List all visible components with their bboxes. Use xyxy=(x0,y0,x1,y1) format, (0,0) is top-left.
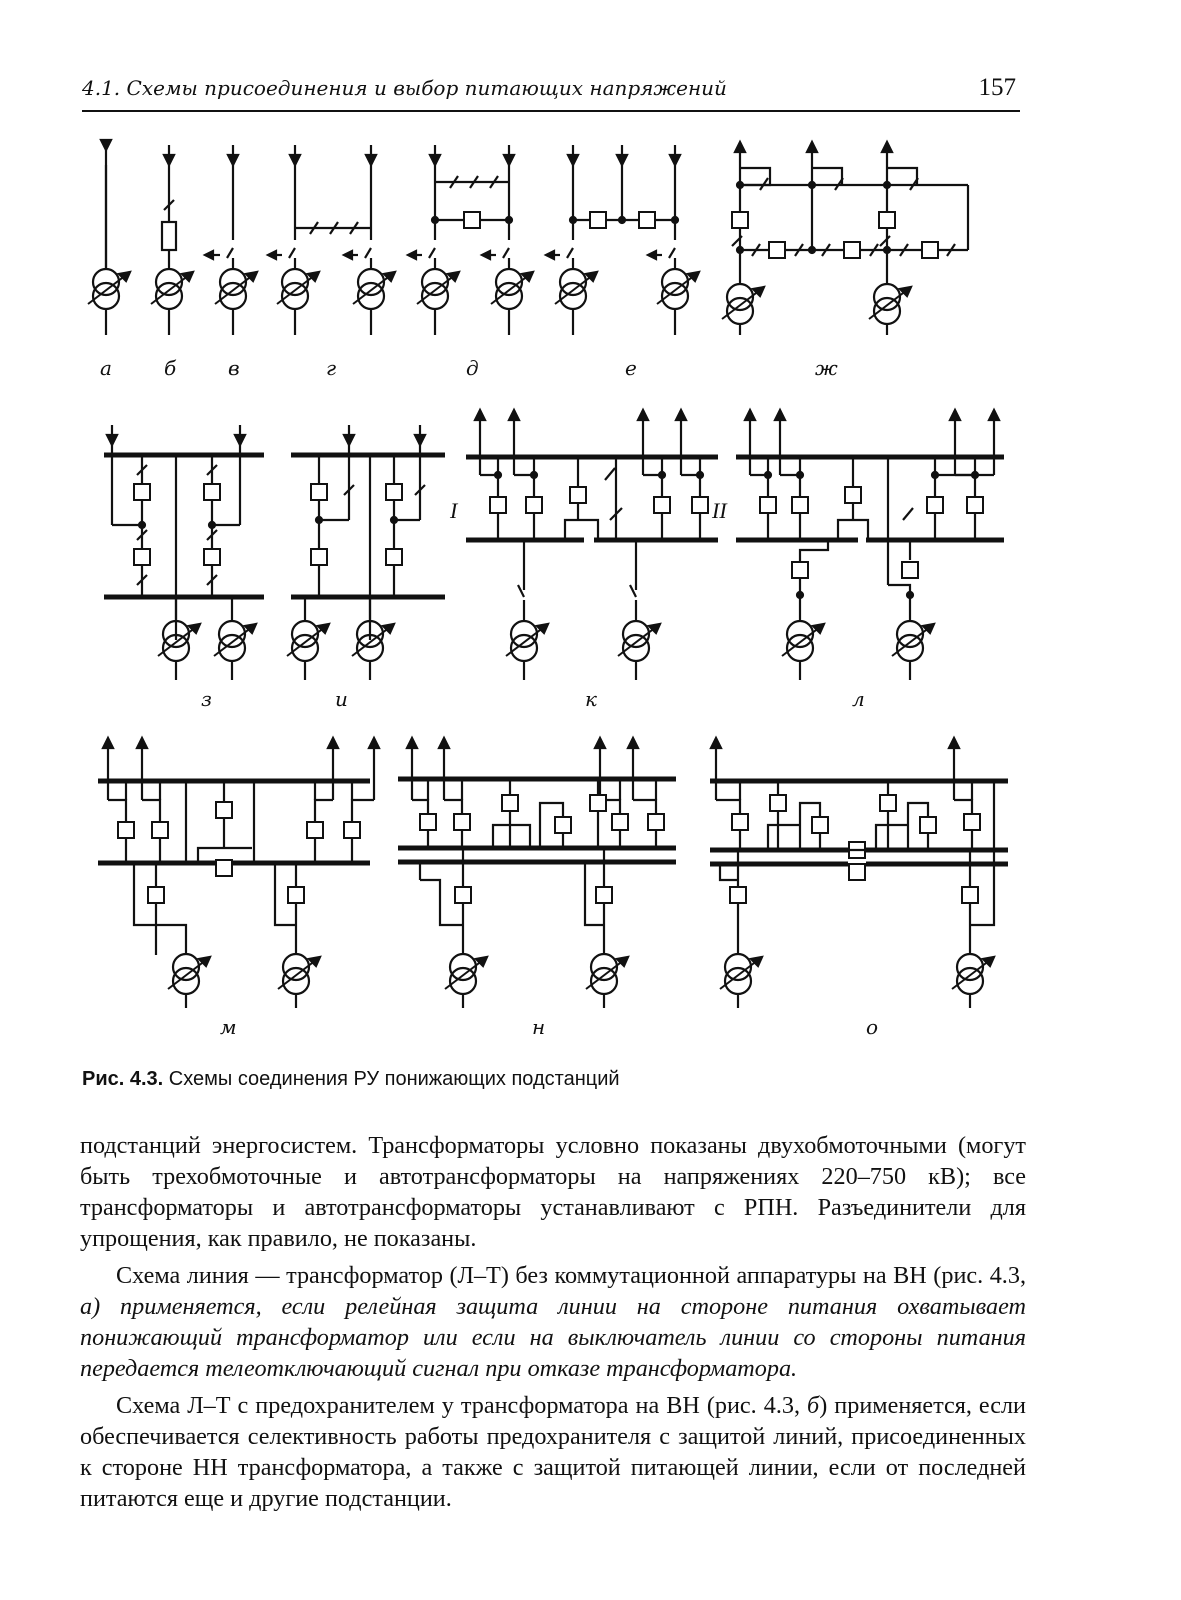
label-o: о xyxy=(866,1015,879,1039)
scheme-e xyxy=(546,145,699,335)
paragraph-3 xyxy=(80,1390,1026,1514)
label-zh: ж xyxy=(815,356,838,380)
scheme-z xyxy=(104,425,264,680)
caption-text: Схемы соединения РУ понижающих подстанций xyxy=(163,1068,620,1090)
scheme-n xyxy=(398,738,676,1008)
caption-label: Рис. 4.3. xyxy=(82,1068,164,1090)
scheme-b xyxy=(151,145,193,335)
label-b: б xyxy=(164,356,177,380)
label-m: м xyxy=(220,1015,237,1039)
label-roman-1: I xyxy=(450,498,458,523)
label-a: а xyxy=(100,356,112,380)
scheme-k xyxy=(466,410,718,680)
body-text xyxy=(80,1130,1026,1520)
paragraph-3-part-a: Схема Л–Т с предохранителем у трансформатора на ВН (рис. 4.3, xyxy=(116,1392,808,1419)
paragraph-2 xyxy=(80,1260,1026,1384)
paragraph-2-ref: а xyxy=(80,1293,93,1320)
label-v: в xyxy=(228,356,240,380)
scheme-d xyxy=(408,145,533,335)
label-e: е xyxy=(625,356,637,380)
scheme-a xyxy=(88,140,130,335)
scheme-v xyxy=(205,145,257,335)
label-k: к xyxy=(585,687,597,711)
label-z: з xyxy=(201,687,212,711)
label-n: н xyxy=(532,1015,546,1039)
label-g: г xyxy=(326,356,337,380)
scheme-i xyxy=(287,425,445,680)
scheme-m xyxy=(98,738,379,1008)
label-i: и xyxy=(335,687,348,711)
paragraph-3-part-b: ) применяется, если обеспечивается селективность работы предохранителя с защитой линий, присоединенных к стороне НН трансформатора, а также с защитой питающей линии, если от последней питаются еще и другие подстанции. xyxy=(80,1392,1027,1512)
scheme-g xyxy=(268,145,395,335)
scheme-o xyxy=(710,738,1008,1008)
page-number: 157 xyxy=(978,74,1016,101)
scheme-zh xyxy=(722,142,968,335)
running-title: 4.1. Схемы присоединения и выбор питающих напряжений xyxy=(82,76,727,100)
label-d: д xyxy=(466,356,479,380)
paragraph-2-part-b: ) применяется, если релейная защита линии на стороне питания охватывает понижающий трансформатор или если на выключатель линии со стороны питания передается телеотключающий сигнал при отказе трансформатора. xyxy=(80,1293,1026,1382)
paragraph-1: подстанций энергосистем. Трансформаторы условно показаны двухобмоточными (могут быть трехобмоточные и автотрансформаторы на напряжениях 220–750 кВ); все трансформаторы и автотрансформаторы устанавливают с РПН. Разъединители для упрощения, как правило, не показаны. xyxy=(80,1132,1026,1252)
running-header xyxy=(82,74,1020,112)
paragraph-3-ref: б xyxy=(807,1392,820,1419)
label-l: л xyxy=(852,687,865,711)
paragraph-2-part-a: Схема линия — трансформатор (Л–Т) без коммутационной аппаратуры на ВН (рис. 4.3, xyxy=(116,1262,1026,1289)
figure-caption xyxy=(82,1068,620,1091)
substation-schemes-figure xyxy=(0,120,1181,1060)
label-roman-2: II xyxy=(712,498,727,523)
scheme-l xyxy=(736,410,1004,680)
